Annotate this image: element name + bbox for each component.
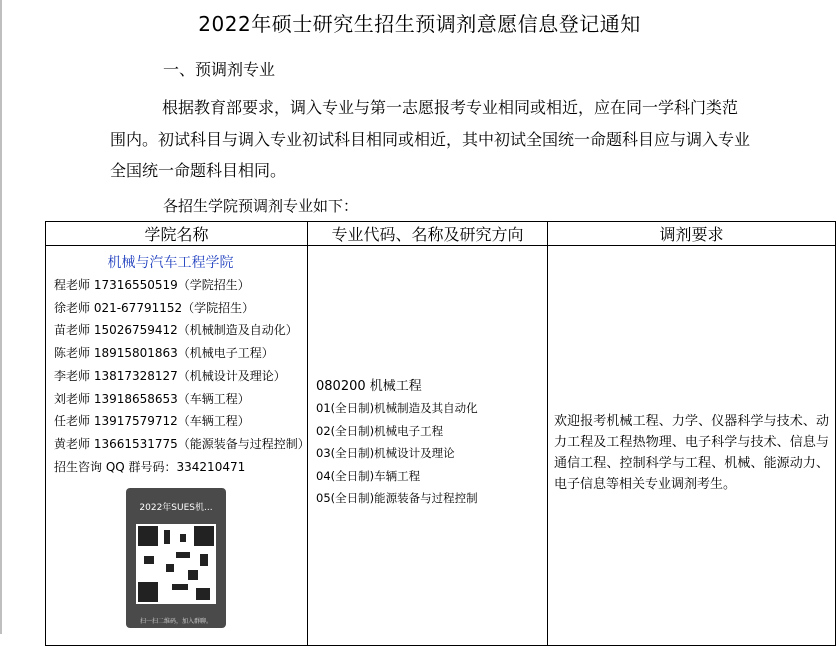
table-row <box>46 246 836 646</box>
section-heading: 一、预调剂专业 <box>163 60 276 79</box>
major-title: 080200 机械工程 <box>316 379 422 394</box>
direction-item: 01(全日制)机械制造及其自动化 <box>316 401 478 415</box>
direction-item: 05(全日制)能源装备与过程控制 <box>316 491 478 505</box>
contact-item: 苗老师 15026759412（机械制造及自动化） <box>54 323 298 338</box>
qq-group: 招生咨询 QQ 群号码：334210471 <box>54 459 246 474</box>
paragraph-text: 根据教育部要求，调入专业与第一志愿报考专业相同或相近，应在同一学科门类范围内。初试科目与调入专业初试科目相同或相近，其中初试全国统一命题科目应与调入专业全国统一命题科目相同。 <box>110 98 751 180</box>
contact-item: 程老师 17316550519（学院招生） <box>54 278 250 292</box>
contact-item: 刘老师 13918658653（车辆工程） <box>54 391 250 406</box>
contact-list <box>54 274 310 478</box>
requirement-text: 欢迎报考机械工程、力学、仪器科学与技术、动力工程及工程热物理、电子科学与技术、信息与通信工程、控制科学与工程、机械、能源动力、电子信息等相关专业调剂考生。 <box>554 414 829 492</box>
header-requirement: 调剂要求 <box>548 222 836 246</box>
contact-item: 任老师 13917579712（车辆工程） <box>54 414 250 429</box>
table-intro: 各招生学院预调剂专业如下： <box>163 197 359 215</box>
contact-item: 徐老师 021-67791152（学院招生） <box>54 300 255 315</box>
direction-item: 03(全日制)机械设计及理论 <box>316 446 455 460</box>
header-major: 专业代码、名称及研究方向 <box>308 222 548 246</box>
contact-item: 黄老师 13661531775（能源装备与过程控制） <box>54 436 310 451</box>
qr-caption: 2022年SUES机... <box>139 503 213 514</box>
major-cell <box>308 246 548 646</box>
majors-table <box>45 221 836 646</box>
page-title: 2022年硕士研究生招生预调剂意愿信息登记通知 <box>198 12 641 36</box>
direction-list <box>316 397 547 510</box>
requirement-cell <box>548 246 836 646</box>
page-left-edge <box>0 0 2 634</box>
requirement-paragraph <box>110 92 750 187</box>
direction-item: 02(全日制)机械电子工程 <box>316 423 444 438</box>
qr-code-icon <box>136 524 216 604</box>
contact-item: 陈老师 18915801863（机械电子工程） <box>54 346 274 361</box>
college-name: 机械与汽车工程学院 <box>107 255 234 271</box>
header-college: 学院名称 <box>46 222 308 246</box>
qr-code-card <box>126 488 226 628</box>
direction-item: 04(全日制)车辆工程 <box>316 468 421 483</box>
qr-footer: 扫一扫二维码，加入群聊。 <box>139 618 212 626</box>
contact-item: 李老师 13817328127（机械设计及理论） <box>54 368 286 383</box>
table-header-row <box>46 222 836 246</box>
college-cell <box>46 246 308 646</box>
